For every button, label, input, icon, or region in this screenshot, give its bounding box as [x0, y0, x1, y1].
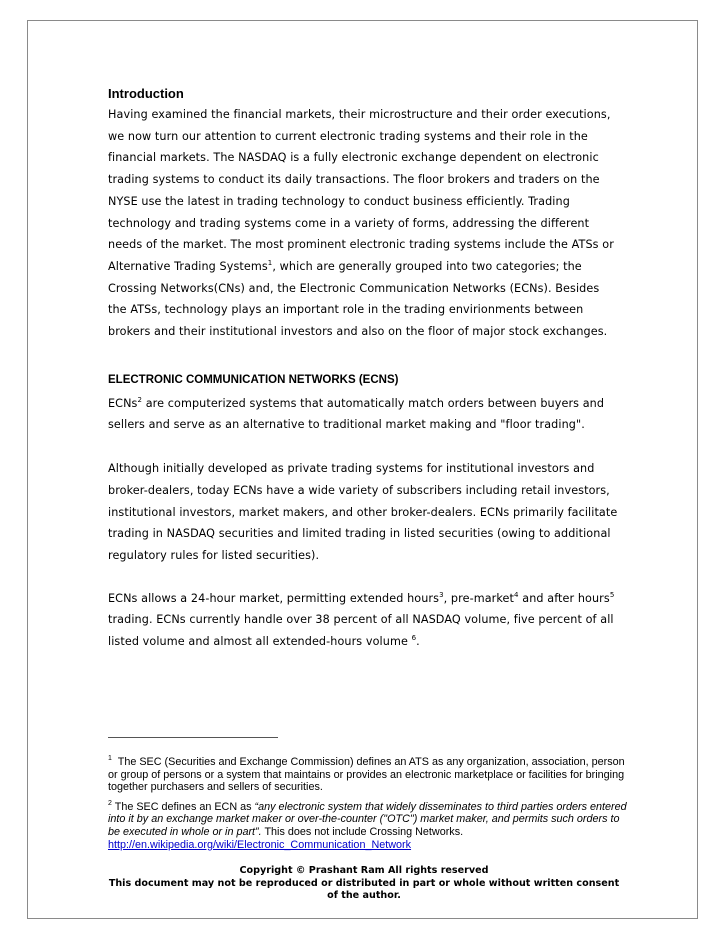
ecn-paragraph-2: Although initially developed as private trading systems for institutional investors and broker-dealers, today ECNs have a wide variety of subscribers including retail investors, institutional investors, market makers, and other broker-dealers. ECNs primarily facilitate trading in NASDAQ securities and limited trading in listed securities (owing to additional regulatory rules for listed securities). [108, 462, 618, 562]
footnote-2-quote: “any electronic system that widely disseminates to third parties orders entered into it by an exchange market maker or over-the-counter ("OTC") market maker, and permits such orders to be executed in whole or in part”. [108, 800, 627, 838]
footnote-ref-2[interactable]: 2 [137, 395, 143, 404]
ecn-p3-part4: trading. ECNs currently handle over 38 percent of all NASDAQ volume, five percent of all listed volume and almost all extended-hours volume [108, 613, 614, 649]
footnote-2-pre: The SEC defines an ECN as [114, 800, 255, 813]
ecn-paragraph-3 [108, 588, 620, 653]
intro-text-part2: , which are generally grouped into two categories; the Crossing Networks(CNs) and, the Electronic Communication Networks (ECNs). Besides the ATSs, technology plays an important role in the trading envirionments between brokers and their institutional investors and also on the floor of major stock exchanges. [108, 259, 608, 339]
footnote-separator [108, 737, 278, 738]
footnote-ref-1[interactable]: 1 [267, 258, 273, 267]
intro-paragraph [108, 104, 620, 343]
ecn-paragraph-1 [108, 393, 620, 436]
ecn-p3-part2: , pre-market [443, 591, 515, 605]
footnote-ref-4[interactable]: 4 [514, 590, 519, 599]
footnote-2-post: This does not include Crossing Networks. [261, 825, 464, 838]
copyright-line-2: This document may not be reproduced or distributed in part or whole without written consent [108, 877, 620, 889]
ecn-p3-part1: ECNs allows a 24-hour market, permitting extended hours [108, 591, 440, 605]
wikipedia-ecn-link[interactable]: http://en.wikipedia.org/wiki/Electronic_Communication_Network [108, 838, 412, 851]
footnote-2 [108, 801, 628, 851]
footnote-ref-3[interactable]: 3 [439, 590, 444, 599]
copyright-line-3: of the author. [327, 890, 401, 901]
footnote-2-number: 2 [108, 799, 112, 807]
copyright-line-1: Copyright © Prashant Ram All rights reserved [239, 865, 489, 876]
copyright-notice [108, 865, 620, 903]
main-content [108, 84, 620, 653]
ecn-heading: ELECTRONIC COMMUNICATION NETWORKS (ECNS) [108, 373, 399, 386]
footnote-ref-5[interactable]: 5 [609, 590, 615, 599]
footnotes [108, 756, 628, 851]
footnote-1 [108, 756, 628, 794]
footnote-ref-6[interactable]: 6 [411, 634, 417, 643]
footnote-1-text: The SEC (Securities and Exchange Commission) defines an ATS as any organization, association, person or group of persons or a system that maintains or provides an electronic marketplace or facilities for bringing together purchasers and sellers of securities. [108, 756, 625, 794]
ecn-p3-part3: and after hours [518, 591, 610, 605]
ecn-p1-part2: are computerized systems that automatically match orders between buyers and sellers and serve as an alternative to traditional market making and "floor trading". [108, 396, 605, 432]
intro-heading: Introduction [108, 86, 184, 101]
intro-text-part1: Having examined the financial markets, their microstructure and their order executions, we now turn our attention to current electronic trading systems and their role in the financial markets. The NASDAQ is a fully electronic exchange dependent on electronic trading systems to conduct its daily transactions. The floor brokers and traders on the NYSE use the latest in trading technology to conduct business efficiently. Trading technology and trading systems come in a variety of forms, addressing the different needs of the market. The most prominent electronic trading systems include the ATSs or Alternative Trading Systems [108, 108, 614, 273]
footnote-1-number: 1 [108, 755, 112, 762]
ecn-p3-part5: . [416, 635, 420, 649]
ecn-p1-part1: ECNs [108, 396, 138, 410]
